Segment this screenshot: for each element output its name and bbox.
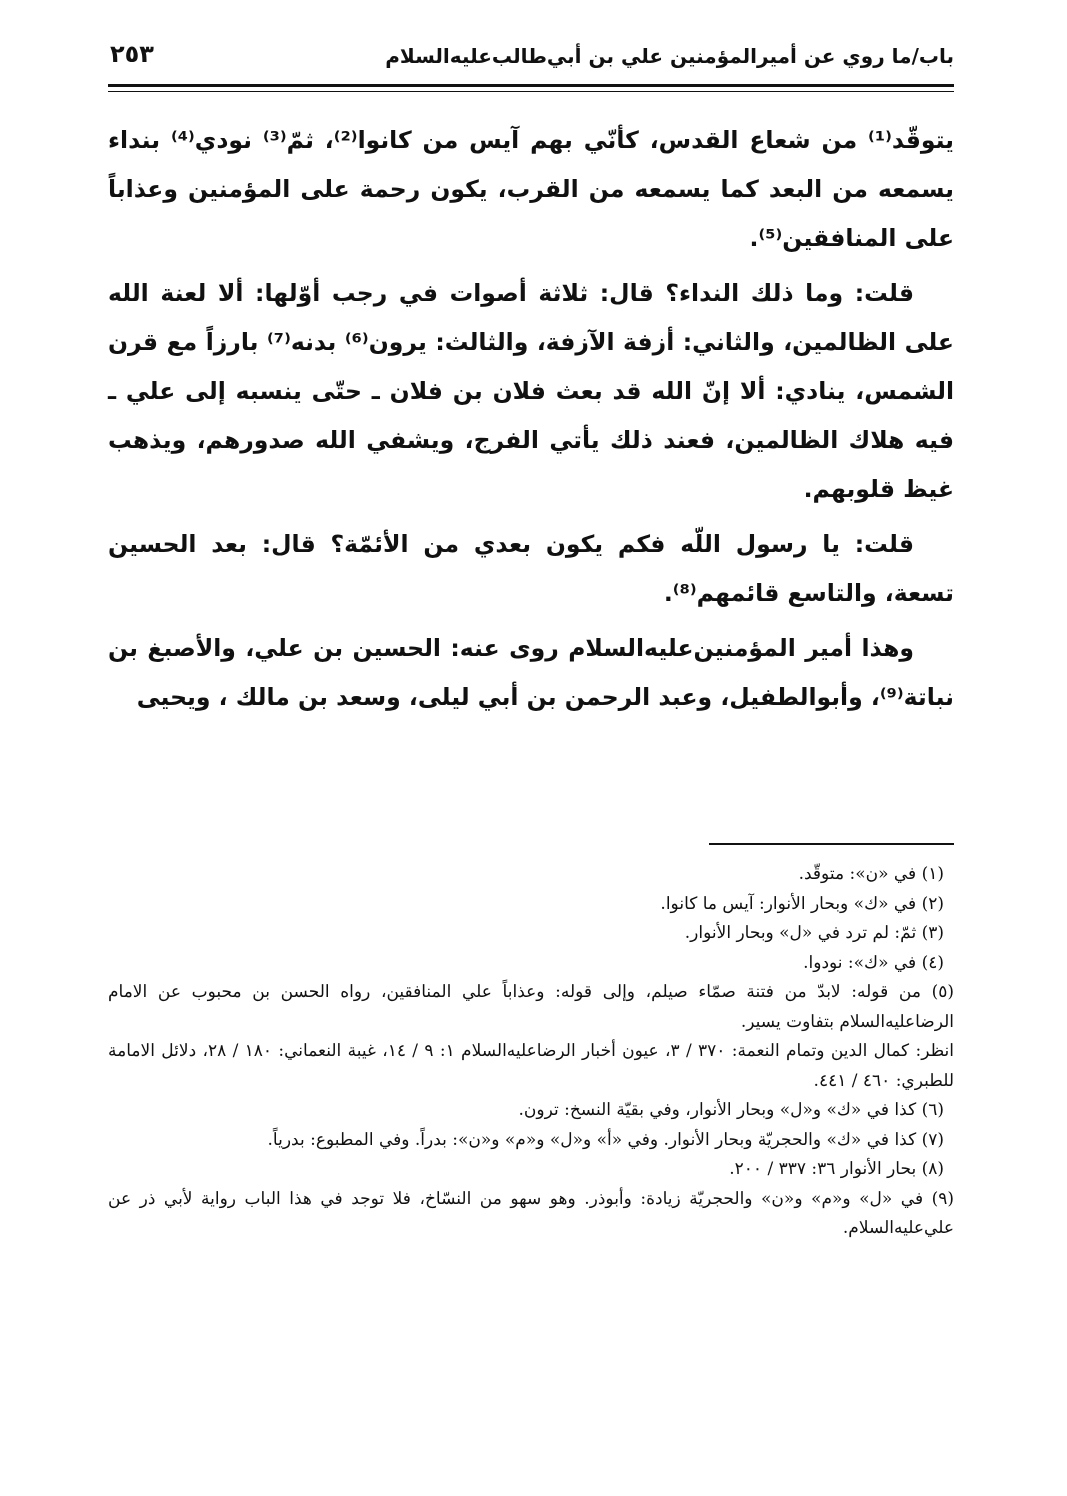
footnote-separator [709, 843, 954, 845]
footnote: (٧) كذا في «ك» والحجريّة وبحار الأنوار. وفي «أ» و«ل» و«م» و«ن»: بدراً. وفي المطبوع: بدرياً. [267, 1129, 944, 1150]
footnote: (٩) في «ل» و«م» و«ن» والحجريّة زيادة: وأبوذر. وهو سهو من النسّاخ، فلا توجد في هذا الباب رواية لأبي ذر عن علي‌عليه‌السلام. [108, 1188, 955, 1238]
footnote: (١) في «ن»: متوقّد. [798, 864, 944, 884]
paragraph: وهذا أمير المؤمنين‌عليه‌السلام روى عنه: الحسين بن علي، والأصبغ بن نباتة⁽⁹⁾، وأبوالطفيل، وعبد الرحمن بن أبي ليلى، وسعد بن مالك ، ويحيى [108, 634, 954, 711]
page-header [108, 36, 954, 76]
running-title: باب/ما روي عن أميرالمؤمنين علي بن أبي‌طالب‌عليه‌السلام [385, 44, 954, 68]
footnote: (٤) في «ك»: نودوا. [803, 952, 944, 973]
footnote-reference: انظر: كمال الدين وتمام النعمة: ٣٧٠ / ٣، عيون أخبار الرضاعليه‌السلام ١: ٩ / ١٤، غيبة النعماني: ١٨٠ / ٢٨، دلائل الامامة للطبري: ٤٦٠ / ٤٤١. [108, 1041, 954, 1091]
footnotes [108, 860, 954, 1244]
footnote: (٢) في «ك» وبحار الأنوار: آيس ما كانوا. [660, 893, 944, 914]
footnote: (٥) من قوله: لابدّ من فتنة صمّاء صيلم، وإلى قوله: وعذاباً علي المنافقين، رواه الحسن بن محبوب عن الامام الرضاعليه‌السلام بتفاوت يسير. [108, 982, 954, 1032]
paragraph: قلت: وما ذلك النداء؟ قال: ثلاثة أصوات في رجب أوّلها: ألا لعنة الله على الظالمين، والثاني: أزفة الآزفة، والثالث: يرون⁽⁶⁾ بدنه⁽⁷⁾ بارزاً مع قرن الشمس، ينادي: ألا إنّ الله قد بعث فلان بن فلان ـ حتّى ينسبه إلى علي ـ فيه هلاك الظالمين، فعند ذلك يأتي الفرج، ويشفي الله صدورهم، ويذهب غيظ قلوبهم. [108, 279, 954, 503]
page-number: ٢٥٣ [110, 40, 154, 68]
header-rule-thick [108, 84, 954, 87]
footnote: (٨) بحار الأنوار ٣٦: ٣٣٧ / ٢٠٠. [729, 1159, 944, 1179]
footnote: (٦) كذا في «ك» و«ل» وبحار الأنوار، وفي بقيّة النسخ: ترون. [518, 1100, 944, 1120]
paragraph: قلت: يا رسول اللّه فكم يكون بعدي من الأئمّة؟ قال: بعد الحسين تسعة، والتاسع قائمهم⁽⁸⁾. [108, 530, 954, 607]
paragraph: يتوقّد⁽¹⁾ من شعاع القدس، كأنّي بهم آيس من كانوا⁽²⁾، ثمّ⁽³⁾ نودي⁽⁴⁾ بنداء يسمعه من البعد كما يسمعه من القرب، يكون رحمة على المؤمنين وعذاباً على المنافقين⁽⁵⁾. [108, 126, 954, 252]
footnote: (٣) ثمّ: لم ترد في «ل» وبحار الأنوار. [684, 923, 944, 943]
header-rule-thin [108, 91, 954, 92]
main-text [108, 116, 954, 728]
